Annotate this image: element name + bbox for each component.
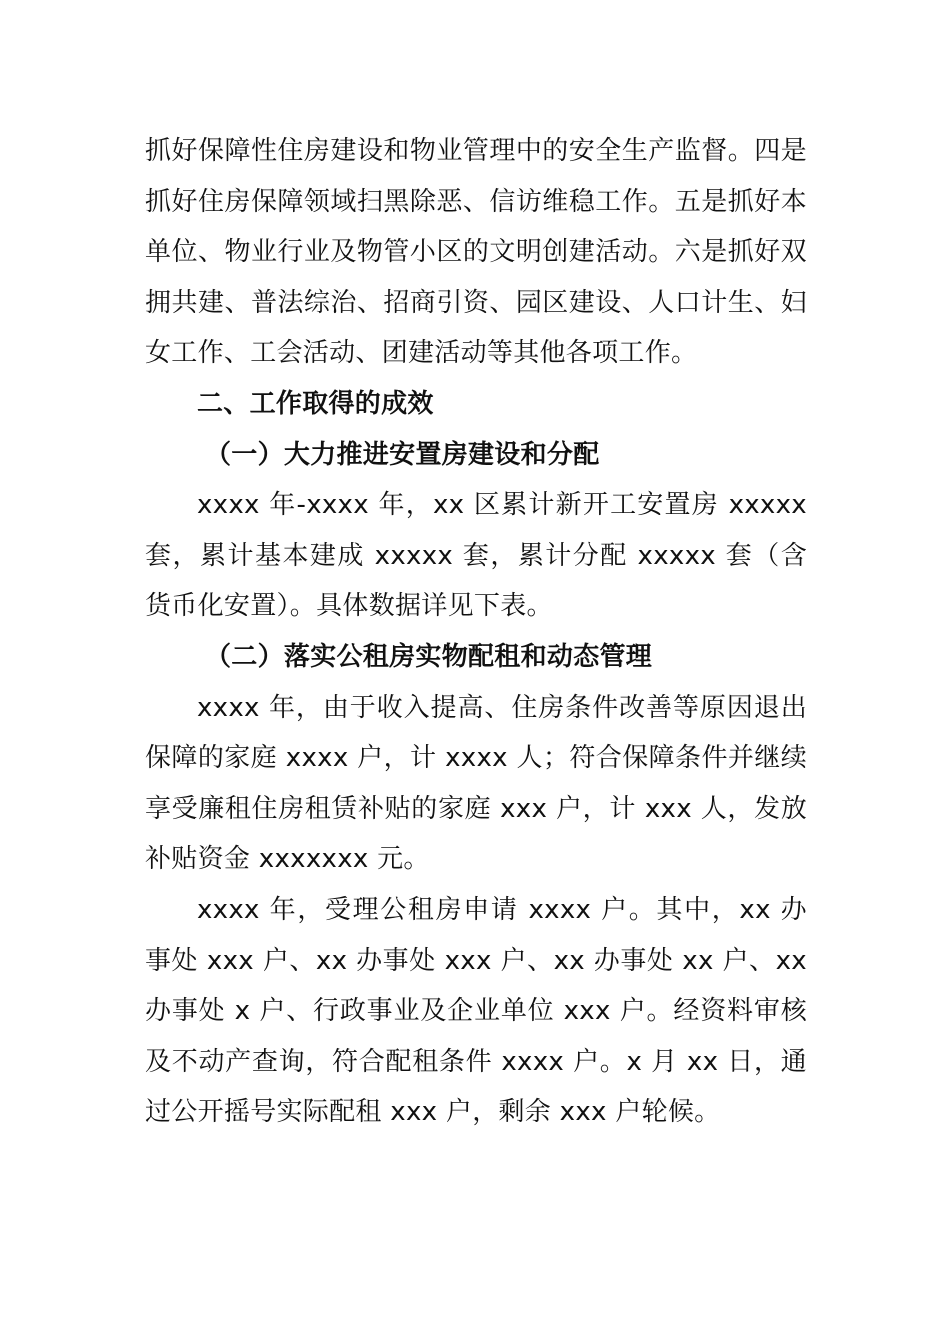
document-body [145,126,807,1138]
subsection-two-heading: （二）落实公租房实物配租和动态管理 [205,641,653,672]
section-two-heading: 二、工作取得的成效 [197,388,434,419]
subsection-one-paragraph: xxxx 年-xxxx 年，xx 区累计新开工安置房 xxxxx 套，累计基本建成 xxxxx 套，累计分配 xxxxx 套（含货币化安置）。具体数据详见下表。 [145,490,807,622]
subsection-one-heading: （一）大力推进安置房建设和分配 [205,439,600,470]
subsection-two-paragraph-2: xxxx 年，受理公租房申请 xxxx 户。其中，xx 办事处 xxx 户、xx 办事处 xxx 户、xx 办事处 xx 户、xx 办事处 x 户、行政事业及企业单位 xxx 户。经资料审核及不动产查询，符合配租条件 xxxx 户。x 月 xx 日，通过公开摇号实际配租 xxx 户，剩余 xxx 户轮候。 [145,894,807,1128]
subsection-two-paragraph-1: xxxx 年，由于收入提高、住房条件改善等原因退出保障的家庭 xxxx 户，计 xxxx 人；符合保障条件并继续享受廉租住房租赁补贴的家庭 xxx 户，计 xxx 人，发放补贴资金 xxxxxxx 元。 [145,692,807,875]
continuation-paragraph: 抓好保障性住房建设和物业管理中的安全生产监督。四是抓好住房保障领域扫黑除恶、信访维稳工作。五是抓好本单位、物业行业及物管小区的文明创建活动。六是抓好双拥共建、普法综治、招商引资、园区建设、人口计生、妇女工作、工会活动、团建活动等其他各项工作。 [145,136,807,369]
